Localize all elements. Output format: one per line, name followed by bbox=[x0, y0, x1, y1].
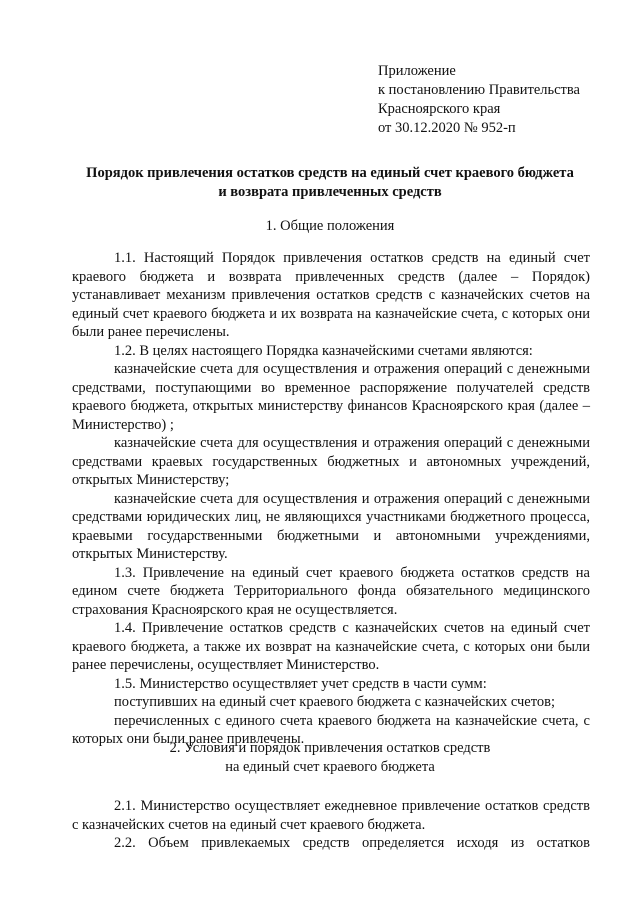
paragraph-1-3: 1.3. Привлечение на единый счет краевого бюджета остатков средств на едином счете бюджета Территориального фонда обязательного медицинского страхования Красноярского края не осуществляется. bbox=[72, 564, 590, 618]
paragraph-1-2c: казначейские счета для осуществления и отражения операций с денежными средствами юридических лиц, не являющихся участниками бюджетного процесса, краевыми государственными бюджетными и автономными учреждениями, открытых Министерству. bbox=[72, 490, 590, 562]
paragraph-1-5: 1.5. Министерство осуществляет учет средств в части сумм: bbox=[114, 675, 487, 692]
section-2-body bbox=[72, 797, 590, 853]
paragraph-2-2: 2.2. Объем привлекаемых средств определяется исходя из остатков bbox=[114, 835, 590, 851]
document-title bbox=[60, 164, 600, 202]
title-line: и возврата привлеченных средств bbox=[218, 184, 442, 200]
paragraph-1-4: 1.4. Привлечение остатков средств с казначейских счетов на единый счет краевого бюджета, а также их возврат на казначейские счета, с которых они были ранее перечислены, осуществляет Министерство. bbox=[72, 620, 590, 673]
paragraph-1-2b: казначейские счета для осуществления и отражения операций с денежными средствами краевых государственных бюджетных и автономных учреждений, открытых Министерству; bbox=[72, 435, 590, 488]
section-2-heading-line: на единый счет краевого бюджета bbox=[225, 759, 435, 775]
section-1-body bbox=[72, 249, 590, 749]
paragraph-1-5a: поступивших на единый счет краевого бюджета с казначейских счетов; bbox=[114, 694, 556, 710]
section-2-heading-line: 2. Условия и порядок привлечения остатков средств bbox=[169, 740, 491, 756]
appendix-line: Красноярского края bbox=[378, 101, 501, 117]
paragraph-2-1: 2.1. Министерство осуществляет ежедневное привлечение остатков средств с казначейских счетов на единый счет краевого бюджета. bbox=[72, 798, 590, 833]
appendix-line: к постановлению Правительства bbox=[378, 82, 580, 98]
appendix-line: Приложение bbox=[378, 63, 456, 79]
appendix-block bbox=[378, 62, 580, 138]
section-2-heading bbox=[60, 739, 600, 777]
title-line: Порядок привлечения остатков средств на единый счет краевого бюджета bbox=[86, 165, 574, 181]
paragraph-1-2: 1.2. В целях настоящего Порядка казначейскими счетами являются: bbox=[114, 342, 533, 359]
appendix-line: от 30.12.2020 № 952-п bbox=[378, 120, 516, 136]
paragraph-1-2a: казначейские счета для осуществления и отражения операций с денежными средствами, поступающими во временное распоряжение получателей средств краевого бюджета, открытых министерству финансов Красноярского края (далее – Министерство) ; bbox=[72, 361, 590, 433]
section-1-heading: 1. Общие положения bbox=[265, 218, 395, 234]
paragraph-1-1: 1.1. Настоящий Порядок привлечения остатков средств на единый счет краевого бюджета и возврата привлеченных средств (далее – Порядок) устанавливает механизм привлечения остатков средств с казначейских счетов на единый счет краевого бюджета и их возврата на казначейские счета, с которых они были ранее перечислены. bbox=[72, 250, 590, 340]
paragraph-1-5b: перечисленных с единого счета краевого бюджета на казначейские счета, с которых они были ранее привлечены. bbox=[72, 712, 590, 747]
